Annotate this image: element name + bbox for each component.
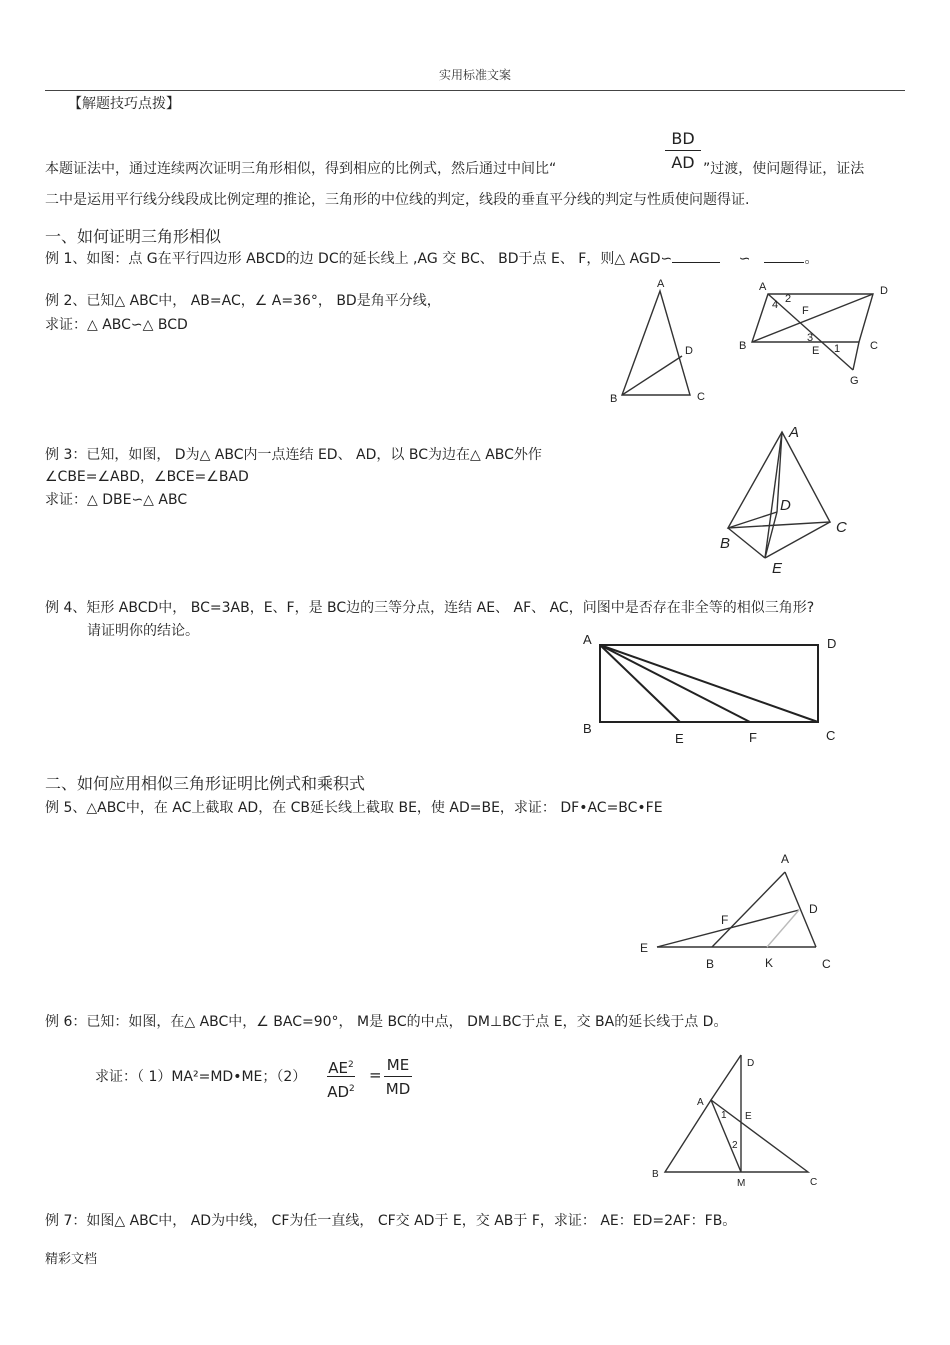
- label-c: C: [836, 519, 847, 536]
- equals-sign: =: [369, 1066, 382, 1084]
- figure-ex3-labels: [720, 424, 847, 577]
- angle-1: 1: [834, 343, 841, 355]
- extension-cg: [853, 342, 859, 370]
- figure-ex5: [657, 872, 816, 947]
- similar-sign: ∽: [738, 251, 751, 267]
- example7: 例 7：如图△ ABC中， AD为中线， CF为任一直线， CF交 AD于 E，交 AB于 F，求证： AE：ED=2AF：FB。: [45, 1213, 737, 1229]
- segment-ce: [765, 522, 830, 558]
- example6-prove: 求证：（ 1）MA²=MD•ME；（2）: [95, 1069, 307, 1085]
- label-d: D: [880, 285, 888, 297]
- example1-text: 例 1、如图：点 G在平行四边形 ABCD的边 DC的延长线上 ,AG 交 BC、 BD于点 E、 F，则△ AGD∽: [45, 251, 673, 267]
- label-a: A: [697, 1097, 704, 1108]
- page-footer: 精彩文档: [45, 1252, 98, 1267]
- label-e: E: [640, 941, 649, 955]
- figure-ex5-labels: [640, 852, 831, 971]
- triangle-abc: [622, 291, 690, 395]
- ratio-denominator: AD: [671, 153, 695, 172]
- label-d: D: [780, 497, 791, 514]
- fraction-me: ME: [384, 1054, 412, 1077]
- figure-ex4: [600, 645, 818, 722]
- example3-line1: 例 3：已知，如图， D为△ ABC内一点连结 ED、 AD，以 BC为边在△ ABC外作: [45, 447, 542, 463]
- line-kd: [767, 910, 799, 947]
- angle-3: 3: [807, 332, 814, 344]
- segment-de: [765, 512, 777, 558]
- label-e: E: [675, 731, 684, 746]
- label-c: C: [822, 957, 831, 971]
- label-f: F: [721, 913, 729, 927]
- segment-ae: [765, 432, 782, 558]
- label-k: K: [765, 956, 774, 970]
- fraction-md: MD: [385, 1080, 411, 1098]
- label-d: D: [747, 1058, 755, 1069]
- figure-ex6-labels: [652, 1058, 817, 1189]
- tips-line2: 二中是运用平行线分线段成比例定理的推论，三角形的中位线的判定，线段的垂直平分线的判定与性质使问题得证.: [45, 192, 750, 208]
- fraction-ae: $AE^2$: [327, 1054, 355, 1077]
- tips-line1-suffix: ”过渡，使问题得证，证法: [703, 161, 865, 177]
- label-a: A: [781, 852, 790, 866]
- example2-line2: 求证：△ ABC∽△ BCD: [45, 317, 188, 333]
- figure-ex6: [665, 1055, 808, 1172]
- label-b: B: [610, 393, 618, 405]
- page-header: 实用标准文案: [438, 68, 511, 82]
- segment-ae: [600, 645, 680, 722]
- label-e: E: [812, 345, 820, 357]
- label-d: D: [827, 636, 837, 651]
- segment-be: [728, 528, 765, 558]
- example1-end: 。: [804, 251, 819, 267]
- label-f: F: [802, 305, 809, 317]
- fraction-ad: $AD^2$: [327, 1083, 355, 1101]
- example5: 例 5、△ABC中，在 AC上截取 AD，在 CB延长线上截取 BE，使 AD=BE，求证： DF•AC=BC•FE: [45, 800, 663, 816]
- section1-title: 一、如何证明三角形相似: [45, 227, 222, 246]
- label-d: D: [685, 345, 693, 357]
- label-a: A: [789, 424, 800, 441]
- ratio-numerator: BD: [665, 128, 701, 151]
- label-d: D: [809, 902, 818, 916]
- angle-1: 1: [721, 1110, 727, 1121]
- example2-line1: 例 2、已知△ ABC中， AB=AC，∠ A=36°， BD是角平分线，: [45, 293, 441, 309]
- label-c: C: [697, 391, 705, 403]
- tips-line1-prefix: 本题证法中，通过连续两次证明三角形相似，得到相应的比例式，然后通过中间比“: [45, 161, 557, 177]
- label-a: A: [759, 281, 767, 293]
- segment-ac: [600, 645, 818, 722]
- extension-ad: [711, 1055, 741, 1100]
- figure-ex2: [622, 291, 690, 395]
- example3-line2: ∠CBE=∠ABD，∠BCE=∠BAD: [45, 469, 249, 485]
- bisector-bd: [622, 356, 682, 395]
- segment-af: [600, 645, 750, 722]
- label-b: B: [720, 535, 731, 552]
- label-c: C: [810, 1177, 818, 1188]
- label-e: E: [772, 560, 783, 577]
- label-c: C: [870, 340, 878, 352]
- figure-ex3: [728, 432, 830, 558]
- figure-ex4-labels: [583, 632, 836, 746]
- label-a: A: [657, 278, 665, 290]
- example4-line1: 例 4、矩形 ABCD中， BC=3AB，E、F，是 BC边的三等分点，连结 AE、 AF、 AC，问图中是否存在非全等的相似三角形?: [45, 600, 815, 616]
- angle-2: 2: [785, 293, 792, 305]
- angle-2: 2: [732, 1140, 738, 1151]
- label-b: B: [583, 721, 592, 736]
- example3-line3: 求证：△ DBE∽△ ABC: [45, 492, 188, 508]
- section2-title: 二、如何应用相似三角形证明比例式和乘积式: [45, 774, 366, 793]
- label-g: G: [850, 375, 859, 387]
- label-e: E: [745, 1111, 752, 1122]
- label-b: B: [706, 957, 715, 971]
- side-ab: [712, 872, 785, 947]
- tips-heading: 【解题技巧点拨】: [68, 96, 180, 112]
- label-b: B: [652, 1169, 659, 1180]
- example6-line1: 例 6：已知：如图，在△ ABC中，∠ BAC=90°， M是 BC的中点， DM⊥BC于点 E，交 BA的延长线于点 D。: [45, 1014, 728, 1030]
- example4-line2: 请证明你的结论。: [87, 623, 199, 639]
- label-c: C: [826, 728, 836, 743]
- label-m: M: [737, 1178, 746, 1189]
- label-a: A: [583, 632, 592, 647]
- label-b: B: [739, 340, 747, 352]
- label-f: F: [749, 730, 757, 745]
- angle-4: 4: [772, 299, 779, 311]
